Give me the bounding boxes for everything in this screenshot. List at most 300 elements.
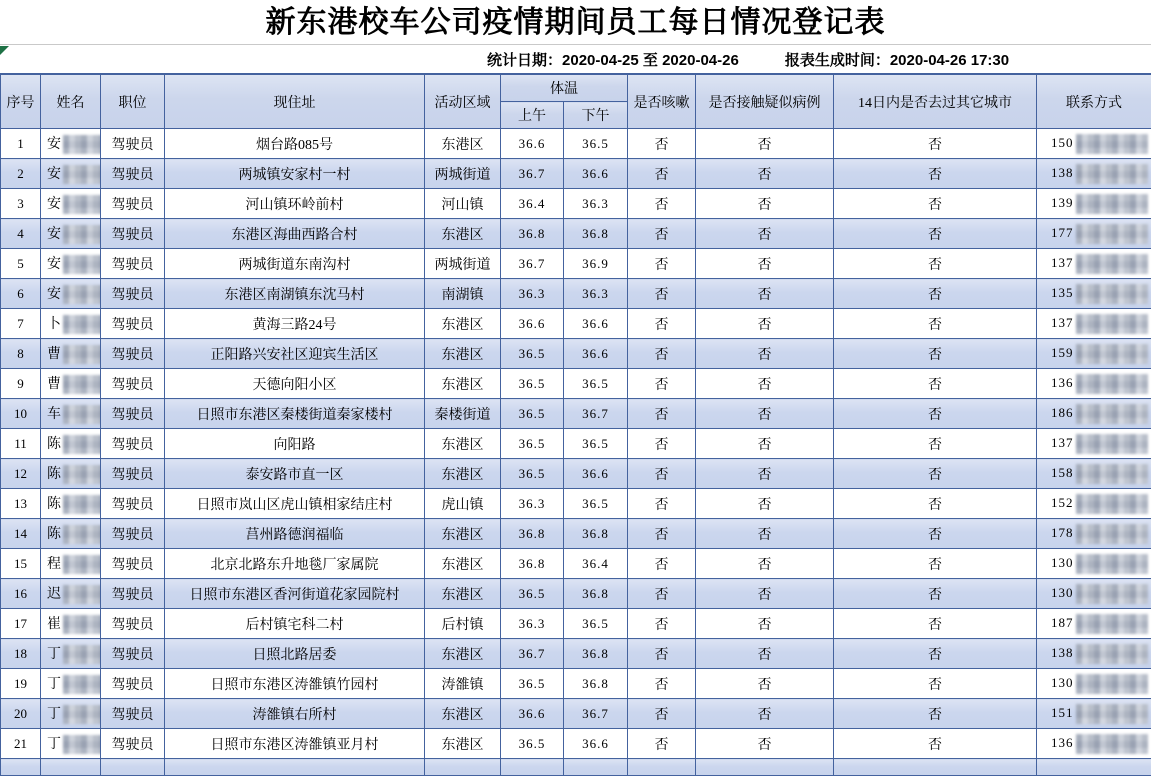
redaction-mosaic <box>63 315 101 334</box>
cell-cough: 否 <box>628 159 696 189</box>
redaction-mosaic <box>63 195 101 214</box>
cell-address: 日照市岚山区虎山镇相家结庄村 <box>165 489 425 519</box>
header-name: 姓名 <box>41 74 101 129</box>
cell-area: 东港区 <box>425 459 501 489</box>
cell-area: 两城街道 <box>425 249 501 279</box>
table-row <box>1 429 1151 459</box>
cell-area: 东港区 <box>425 699 501 729</box>
cell-travel: 否 <box>834 159 1037 189</box>
cell-contact: 否 <box>696 549 834 579</box>
cell-contact: 否 <box>696 699 834 729</box>
cell-temp-am: 36.5 <box>501 429 564 459</box>
cell-name <box>41 459 101 489</box>
cell-contact: 否 <box>696 249 834 279</box>
excel-corner-marker-icon <box>0 46 9 55</box>
name-visible-char: 程 <box>47 557 61 572</box>
cell-name <box>41 609 101 639</box>
cell-cough: 否 <box>628 579 696 609</box>
name-visible-char: 陈 <box>47 467 61 482</box>
redaction-mosaic <box>1076 494 1148 514</box>
redaction-mosaic <box>1076 134 1148 154</box>
cell-seq: 20 <box>1 699 41 729</box>
cell-travel: 否 <box>834 249 1037 279</box>
table-row <box>1 459 1151 489</box>
cell-position: 驾驶员 <box>101 249 165 279</box>
phone-visible-digits: 138 <box>1051 644 1074 659</box>
cell-area: 东港区 <box>425 729 501 759</box>
cell-temp-am: 36.7 <box>501 159 564 189</box>
cell-cough: 否 <box>628 669 696 699</box>
table-row <box>1 219 1151 249</box>
table-row <box>1 369 1151 399</box>
cell-empty <box>1 759 41 776</box>
cell-cough: 否 <box>628 339 696 369</box>
redaction-mosaic <box>63 285 101 304</box>
cell-area: 东港区 <box>425 639 501 669</box>
cell-contact: 否 <box>696 489 834 519</box>
table-header <box>1 74 1151 129</box>
cell-contact: 否 <box>696 609 834 639</box>
phone-visible-digits: 137 <box>1051 434 1074 449</box>
cell-temp-am: 36.6 <box>501 309 564 339</box>
cell-cough: 否 <box>628 489 696 519</box>
cell-temp-pm: 36.6 <box>564 459 628 489</box>
cell-area: 虎山镇 <box>425 489 501 519</box>
cell-empty <box>1037 759 1151 776</box>
cell-phone <box>1037 519 1151 549</box>
cell-phone <box>1037 609 1151 639</box>
cell-area: 东港区 <box>425 219 501 249</box>
redaction-mosaic <box>1076 674 1148 694</box>
cell-contact: 否 <box>696 369 834 399</box>
cell-temp-pm: 36.8 <box>564 639 628 669</box>
phone-visible-digits: 137 <box>1051 314 1074 329</box>
cell-cough: 否 <box>628 699 696 729</box>
header-phone: 联系方式 <box>1037 74 1151 129</box>
cell-cough: 否 <box>628 399 696 429</box>
name-visible-char: 陈 <box>47 437 61 452</box>
cell-travel: 否 <box>834 429 1037 459</box>
cell-contact: 否 <box>696 519 834 549</box>
table-row <box>1 489 1151 519</box>
redaction-mosaic <box>1076 614 1148 634</box>
table-row <box>1 609 1151 639</box>
cell-phone <box>1037 249 1151 279</box>
redaction-mosaic <box>63 705 101 724</box>
phone-visible-digits: 158 <box>1051 464 1074 479</box>
cell-name <box>41 669 101 699</box>
cell-phone <box>1037 219 1151 249</box>
cell-address: 后村镇宅科二村 <box>165 609 425 639</box>
cell-seq: 15 <box>1 549 41 579</box>
cell-travel: 否 <box>834 579 1037 609</box>
cell-area: 东港区 <box>425 339 501 369</box>
name-visible-char: 安 <box>47 227 61 242</box>
cell-temp-am: 36.3 <box>501 489 564 519</box>
cell-name <box>41 549 101 579</box>
cell-address: 两城街道东南沟村 <box>165 249 425 279</box>
redaction-mosaic <box>1076 434 1148 454</box>
cell-seq: 8 <box>1 339 41 369</box>
cell-temp-pm: 36.6 <box>564 339 628 369</box>
redaction-mosaic <box>63 465 101 484</box>
cell-travel: 否 <box>834 219 1037 249</box>
cell-name <box>41 699 101 729</box>
phone-visible-digits: 136 <box>1051 374 1074 389</box>
cell-address: 日照市东港区涛雒镇亚月村 <box>165 729 425 759</box>
redaction-mosaic <box>63 225 101 244</box>
cell-address: 烟台路085号 <box>165 129 425 159</box>
cell-temp-pm: 36.9 <box>564 249 628 279</box>
cell-name <box>41 279 101 309</box>
name-visible-char: 丁 <box>47 677 61 692</box>
cell-area: 东港区 <box>425 369 501 399</box>
cell-phone <box>1037 669 1151 699</box>
cell-area: 东港区 <box>425 429 501 459</box>
cell-travel: 否 <box>834 399 1037 429</box>
table-row <box>1 699 1151 729</box>
cell-seq: 5 <box>1 249 41 279</box>
phone-visible-digits: 136 <box>1051 734 1074 749</box>
phone-visible-digits: 178 <box>1051 524 1074 539</box>
cell-address: 日照市东港区秦楼街道秦家楼村 <box>165 399 425 429</box>
redaction-mosaic <box>63 405 101 424</box>
cell-phone <box>1037 159 1151 189</box>
cell-address: 向阳路 <box>165 429 425 459</box>
phone-visible-digits: 137 <box>1051 254 1074 269</box>
cell-contact: 否 <box>696 189 834 219</box>
cell-phone <box>1037 429 1151 459</box>
cell-travel: 否 <box>834 279 1037 309</box>
redaction-mosaic <box>63 375 101 394</box>
cell-name <box>41 339 101 369</box>
cell-contact: 否 <box>696 669 834 699</box>
header-temp-am: 上午 <box>501 102 564 129</box>
table-row <box>1 339 1151 369</box>
phone-visible-digits: 135 <box>1051 284 1074 299</box>
redaction-mosaic <box>1076 194 1148 214</box>
cell-travel: 否 <box>834 699 1037 729</box>
cell-address: 日照北路居委 <box>165 639 425 669</box>
table-row <box>1 159 1151 189</box>
table-row <box>1 309 1151 339</box>
cell-travel: 否 <box>834 339 1037 369</box>
cell-seq: 2 <box>1 159 41 189</box>
cell-name <box>41 159 101 189</box>
table-row <box>1 579 1151 609</box>
cell-contact: 否 <box>696 399 834 429</box>
cell-name <box>41 189 101 219</box>
cell-empty <box>41 759 101 776</box>
cell-travel: 否 <box>834 189 1037 219</box>
cell-address: 北京北路东升地毯厂家属院 <box>165 549 425 579</box>
cell-name <box>41 129 101 159</box>
table-row <box>1 129 1151 159</box>
cell-seq: 18 <box>1 639 41 669</box>
stats-date <box>487 49 739 70</box>
cell-contact: 否 <box>696 129 834 159</box>
name-visible-char: 陈 <box>47 527 61 542</box>
cell-temp-am: 36.3 <box>501 609 564 639</box>
cell-travel: 否 <box>834 729 1037 759</box>
cell-cough: 否 <box>628 459 696 489</box>
cell-name <box>41 639 101 669</box>
cell-address: 天德向阳小区 <box>165 369 425 399</box>
table-row <box>1 549 1151 579</box>
redaction-mosaic <box>63 735 101 754</box>
name-visible-char: 安 <box>47 197 61 212</box>
cell-phone <box>1037 369 1151 399</box>
cell-travel: 否 <box>834 129 1037 159</box>
cell-seq: 4 <box>1 219 41 249</box>
cell-position: 驾驶员 <box>101 669 165 699</box>
redaction-mosaic <box>63 135 101 154</box>
employee-status-table <box>0 73 1151 776</box>
cell-seq: 14 <box>1 519 41 549</box>
cell-phone <box>1037 489 1151 519</box>
cell-phone <box>1037 639 1151 669</box>
cell-empty <box>628 759 696 776</box>
cell-position: 驾驶员 <box>101 219 165 249</box>
cell-temp-pm: 36.6 <box>564 729 628 759</box>
cell-seq: 21 <box>1 729 41 759</box>
cell-cough: 否 <box>628 309 696 339</box>
cell-travel: 否 <box>834 609 1037 639</box>
table-row <box>1 279 1151 309</box>
cell-position: 驾驶员 <box>101 309 165 339</box>
cell-name <box>41 369 101 399</box>
cell-contact: 否 <box>696 339 834 369</box>
cell-seq: 9 <box>1 369 41 399</box>
redaction-mosaic <box>1076 734 1148 754</box>
cell-travel: 否 <box>834 459 1037 489</box>
cell-area: 东港区 <box>425 309 501 339</box>
cell-address: 东港区海曲西路合村 <box>165 219 425 249</box>
cell-name <box>41 489 101 519</box>
phone-visible-digits: 150 <box>1051 134 1074 149</box>
cell-address: 莒州路德润福临 <box>165 519 425 549</box>
cell-phone <box>1037 279 1151 309</box>
cell-address: 正阳路兴安社区迎宾生活区 <box>165 339 425 369</box>
cell-contact: 否 <box>696 429 834 459</box>
cell-seq: 6 <box>1 279 41 309</box>
cell-area: 东港区 <box>425 549 501 579</box>
header-temp-pm: 下午 <box>564 102 628 129</box>
cell-phone <box>1037 129 1151 159</box>
cell-empty <box>696 759 834 776</box>
cell-position: 驾驶员 <box>101 609 165 639</box>
table-row <box>1 639 1151 669</box>
cell-temp-pm: 36.7 <box>564 399 628 429</box>
cell-contact: 否 <box>696 639 834 669</box>
redaction-mosaic <box>1076 344 1148 364</box>
redaction-mosaic <box>1076 164 1148 184</box>
cell-seq: 3 <box>1 189 41 219</box>
table-row <box>1 519 1151 549</box>
header-area: 活动区域 <box>425 74 501 129</box>
cell-empty <box>101 759 165 776</box>
cell-address: 两城镇安家村一村 <box>165 159 425 189</box>
cell-phone <box>1037 699 1151 729</box>
cell-cough: 否 <box>628 429 696 459</box>
redaction-mosaic <box>1076 644 1148 664</box>
redaction-mosaic <box>63 435 101 454</box>
name-visible-char: 车 <box>47 407 61 422</box>
cell-empty <box>501 759 564 776</box>
cell-temp-am: 36.8 <box>501 519 564 549</box>
cell-cough: 否 <box>628 129 696 159</box>
cell-temp-pm: 36.3 <box>564 189 628 219</box>
redaction-mosaic <box>1076 404 1148 424</box>
redaction-mosaic <box>63 615 101 634</box>
name-visible-char: 丁 <box>47 707 61 722</box>
cell-contact: 否 <box>696 729 834 759</box>
redaction-mosaic <box>1076 254 1148 274</box>
cell-temp-am: 36.8 <box>501 219 564 249</box>
cell-cough: 否 <box>628 639 696 669</box>
name-visible-char: 迟 <box>47 587 61 602</box>
cell-temp-pm: 36.8 <box>564 579 628 609</box>
cell-area: 两城街道 <box>425 159 501 189</box>
cell-travel: 否 <box>834 639 1037 669</box>
cell-position: 驾驶员 <box>101 279 165 309</box>
phone-visible-digits: 186 <box>1051 404 1074 419</box>
cell-position: 驾驶员 <box>101 189 165 219</box>
cell-temp-pm: 36.5 <box>564 429 628 459</box>
phone-visible-digits: 187 <box>1051 614 1074 629</box>
cell-empty <box>834 759 1037 776</box>
cell-temp-am: 36.5 <box>501 459 564 489</box>
cell-cough: 否 <box>628 249 696 279</box>
header-contact: 是否接触疑似病例 <box>696 74 834 129</box>
cell-temp-am: 36.5 <box>501 339 564 369</box>
header-position: 职位 <box>101 74 165 129</box>
cell-cough: 否 <box>628 729 696 759</box>
cell-contact: 否 <box>696 579 834 609</box>
redaction-mosaic <box>63 165 101 184</box>
cell-temp-pm: 36.8 <box>564 519 628 549</box>
cell-cough: 否 <box>628 189 696 219</box>
redaction-mosaic <box>1076 704 1148 724</box>
cell-area: 东港区 <box>425 129 501 159</box>
cell-position: 驾驶员 <box>101 639 165 669</box>
cell-temp-am: 36.6 <box>501 129 564 159</box>
phone-visible-digits: 151 <box>1051 704 1074 719</box>
cell-temp-am: 36.5 <box>501 729 564 759</box>
cell-seq: 11 <box>1 429 41 459</box>
name-visible-char: 安 <box>47 137 61 152</box>
cell-travel: 否 <box>834 489 1037 519</box>
cell-phone <box>1037 729 1151 759</box>
cell-cough: 否 <box>628 549 696 579</box>
cell-temp-am: 36.4 <box>501 189 564 219</box>
cell-temp-pm: 36.6 <box>564 159 628 189</box>
cell-address: 涛雒镇右所村 <box>165 699 425 729</box>
cell-position: 驾驶员 <box>101 459 165 489</box>
cell-temp-pm: 36.5 <box>564 489 628 519</box>
cell-temp-pm: 36.5 <box>564 129 628 159</box>
cell-contact: 否 <box>696 219 834 249</box>
cell-area: 后村镇 <box>425 609 501 639</box>
cell-address: 河山镇环岭前村 <box>165 189 425 219</box>
cell-empty <box>165 759 425 776</box>
report-time <box>785 49 1009 70</box>
cell-seq: 1 <box>1 129 41 159</box>
cell-cough: 否 <box>628 219 696 249</box>
name-visible-char: 陈 <box>47 497 61 512</box>
cell-temp-pm: 36.3 <box>564 279 628 309</box>
table-row <box>1 249 1151 279</box>
cell-area: 秦楼街道 <box>425 399 501 429</box>
name-visible-char: 丁 <box>47 647 61 662</box>
cell-travel: 否 <box>834 519 1037 549</box>
cell-address: 东港区南湖镇东沈马村 <box>165 279 425 309</box>
cell-temp-am: 36.3 <box>501 279 564 309</box>
cell-seq: 12 <box>1 459 41 489</box>
table-row <box>1 399 1151 429</box>
cell-name <box>41 579 101 609</box>
cell-position: 驾驶员 <box>101 549 165 579</box>
name-visible-char: 安 <box>47 257 61 272</box>
cell-name <box>41 249 101 279</box>
table-row <box>1 729 1151 759</box>
cell-cough: 否 <box>628 609 696 639</box>
cell-address: 泰安路市直一区 <box>165 459 425 489</box>
stats-date-label: 统计日期： <box>487 52 562 69</box>
redaction-mosaic <box>1076 464 1148 484</box>
name-visible-char: 丁 <box>47 737 61 752</box>
cell-position: 驾驶员 <box>101 159 165 189</box>
cell-empty <box>564 759 628 776</box>
redaction-mosaic <box>63 585 101 604</box>
redaction-mosaic <box>1076 524 1148 544</box>
cell-name <box>41 399 101 429</box>
cell-contact: 否 <box>696 159 834 189</box>
redaction-mosaic <box>63 645 101 664</box>
cell-cough: 否 <box>628 519 696 549</box>
cell-name <box>41 729 101 759</box>
redaction-mosaic <box>63 255 101 274</box>
table-row-partial <box>1 759 1151 776</box>
cell-position: 驾驶员 <box>101 519 165 549</box>
cell-temp-pm: 36.8 <box>564 219 628 249</box>
redaction-mosaic <box>63 555 101 574</box>
cell-seq: 19 <box>1 669 41 699</box>
phone-visible-digits: 177 <box>1051 224 1074 239</box>
cell-seq: 16 <box>1 579 41 609</box>
cell-position: 驾驶员 <box>101 699 165 729</box>
cell-address: 日照市东港区香河街道花家园院村 <box>165 579 425 609</box>
cell-temp-am: 36.7 <box>501 249 564 279</box>
name-visible-char: 曹 <box>47 377 61 392</box>
cell-address: 黄海三路24号 <box>165 309 425 339</box>
cell-temp-pm: 36.4 <box>564 549 628 579</box>
cell-empty <box>425 759 501 776</box>
phone-visible-digits: 139 <box>1051 194 1074 209</box>
report-time-value: 2020-04-26 17:30 <box>890 52 1009 69</box>
cell-name <box>41 519 101 549</box>
cell-contact: 否 <box>696 459 834 489</box>
cell-phone <box>1037 309 1151 339</box>
redaction-mosaic <box>63 675 101 694</box>
cell-temp-pm: 36.7 <box>564 699 628 729</box>
redaction-mosaic <box>1076 584 1148 604</box>
name-visible-char: 崔 <box>47 617 61 632</box>
cell-temp-am: 36.5 <box>501 669 564 699</box>
cell-phone <box>1037 579 1151 609</box>
table-body <box>1 129 1151 776</box>
cell-temp-pm: 36.5 <box>564 369 628 399</box>
